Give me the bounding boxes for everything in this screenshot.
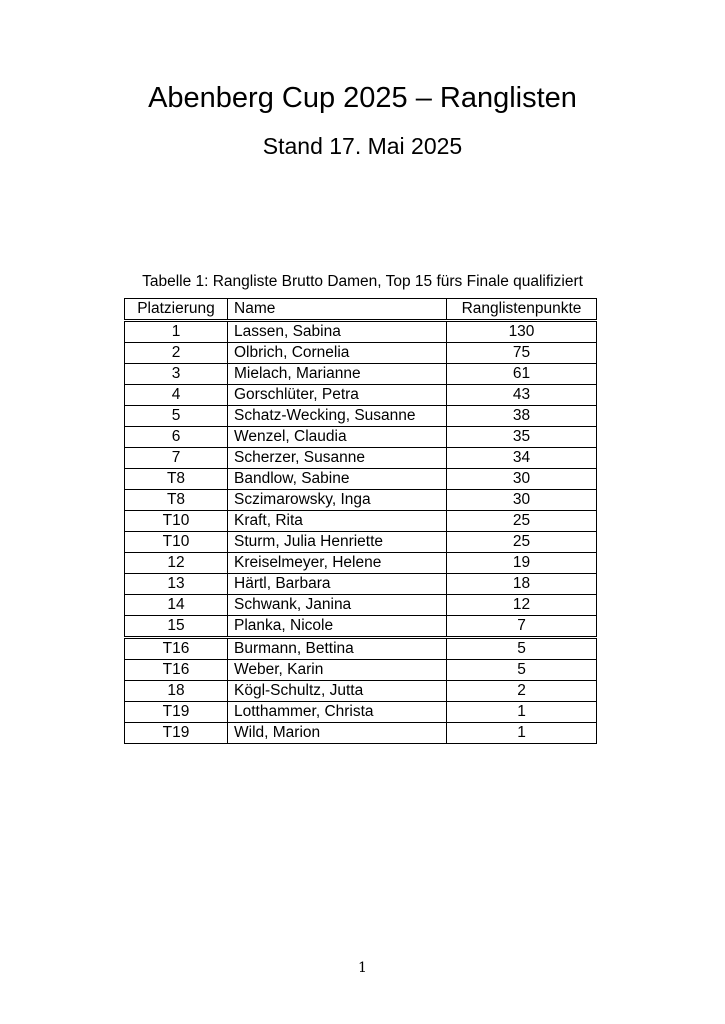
cell-name: Sturm, Julia Henriette [228,532,447,553]
table-row [125,595,597,616]
table-row [125,469,597,490]
table-row [125,385,597,406]
cell-points: 30 [447,490,597,511]
table-row [125,364,597,385]
cell-points: 7 [447,616,597,638]
cell-points: 1 [447,702,597,723]
table-row [125,406,597,427]
cell-points: 5 [447,660,597,681]
cell-name: Weber, Karin [228,660,447,681]
table-row [125,490,597,511]
cell-place: 15 [125,616,228,638]
cell-points: 2 [447,681,597,702]
cell-name: Härtl, Barbara [228,574,447,595]
cell-points: 30 [447,469,597,490]
page-subtitle: Stand 17. Mai 2025 [262,133,463,159]
table-row [125,448,597,469]
cell-place: T10 [125,511,228,532]
table-row [125,681,597,702]
cell-points: 38 [447,406,597,427]
table-row [125,343,597,364]
table-row [125,616,597,638]
table-header-row [125,299,597,321]
cell-place: 7 [125,448,228,469]
ranking-table [124,298,597,744]
cell-points: 75 [447,343,597,364]
cell-points: 61 [447,364,597,385]
cell-name: Kögl-Schultz, Jutta [228,681,447,702]
cell-points: 1 [447,723,597,744]
cell-points: 18 [447,574,597,595]
table-row [125,660,597,681]
table-row [125,553,597,574]
cell-place: T16 [125,660,228,681]
cell-place: T19 [125,702,228,723]
cell-name: Gorschlüter, Petra [228,385,447,406]
page-title: Abenberg Cup 2025 – Ranglisten [148,82,577,114]
cell-name: Lassen, Sabina [228,321,447,343]
cell-name: Kreiselmeyer, Helene [228,553,447,574]
cell-place: 5 [125,406,228,427]
cell-name: Planka, Nicole [228,616,447,638]
ranking-table-body [125,321,597,744]
cell-name: Scherzer, Susanne [228,448,447,469]
cell-name: Bandlow, Sabine [228,469,447,490]
table-row [125,723,597,744]
cell-place: 13 [125,574,228,595]
table-row [125,638,597,660]
cell-points: 43 [447,385,597,406]
cell-name: Sczimarowsky, Inga [228,490,447,511]
table-row [125,702,597,723]
table-row [125,532,597,553]
cell-place: 18 [125,681,228,702]
cell-place: T10 [125,532,228,553]
cell-place: 2 [125,343,228,364]
table-row [125,321,597,343]
cell-place: T19 [125,723,228,744]
cell-name: Schatz-Wecking, Susanne [228,406,447,427]
cell-place: 3 [125,364,228,385]
cell-name: Wild, Marion [228,723,447,744]
cell-place: 14 [125,595,228,616]
cell-place: 4 [125,385,228,406]
cell-place: T8 [125,490,228,511]
table-row [125,511,597,532]
cell-points: 25 [447,532,597,553]
cell-place: 1 [125,321,228,343]
cell-place: 6 [125,427,228,448]
cell-place: T8 [125,469,228,490]
cell-name: Kraft, Rita [228,511,447,532]
cell-name: Mielach, Marianne [228,364,447,385]
table-row [125,574,597,595]
cell-points: 5 [447,638,597,660]
column-header-name: Name [228,299,447,321]
cell-name: Lotthammer, Christa [228,702,447,723]
column-header-place: Platzierung [125,299,228,321]
column-header-points: Ranglistenpunkte [447,299,597,321]
cell-points: 25 [447,511,597,532]
cell-name: Olbrich, Cornelia [228,343,447,364]
page-number: 1 [358,960,367,976]
cell-points: 35 [447,427,597,448]
cell-name: Schwank, Janina [228,595,447,616]
table-row [125,427,597,448]
cell-name: Wenzel, Claudia [228,427,447,448]
cell-name: Burmann, Bettina [228,638,447,660]
cell-points: 19 [447,553,597,574]
cell-points: 34 [447,448,597,469]
table-caption: Tabelle 1: Rangliste Brutto Damen, Top 15 fürs Finale qualifiziert [142,273,583,290]
cell-place: 12 [125,553,228,574]
cell-points: 130 [447,321,597,343]
cell-points: 12 [447,595,597,616]
cell-place: T16 [125,638,228,660]
